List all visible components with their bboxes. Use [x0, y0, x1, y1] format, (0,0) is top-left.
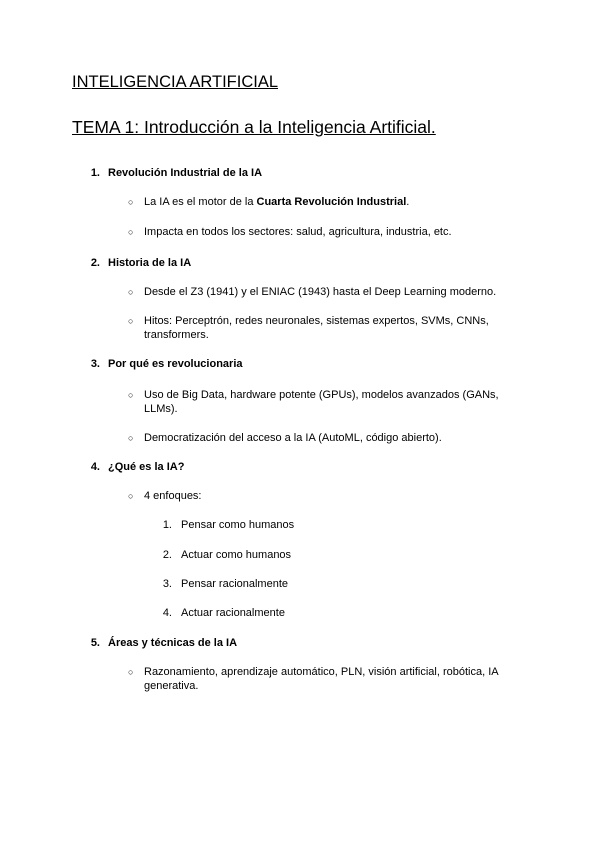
bullet-text: Desde el Z3 (1941) y el ENIAC (1943) hasta el Deep Learning moderno. — [144, 286, 497, 298]
subitem-number: 4. — [162, 607, 172, 619]
bullet-text: Democratización del acceso a la IA (AutoML, código abierto). — [144, 432, 442, 444]
bullet-marker: ○ — [128, 227, 134, 237]
bullet-text: La IA es el motor de la Cuarta Revolución Industrial. — [144, 196, 410, 208]
section-number: 1. — [90, 167, 100, 179]
section-number: 4. — [90, 461, 100, 473]
subitem-number: 3. — [162, 578, 172, 590]
bullet-marker: ○ — [128, 667, 134, 677]
section-number: 2. — [90, 257, 100, 269]
bullet-text: Impacta en todos los sectores: salud, agricultura, industria, etc. — [144, 226, 452, 238]
section-number: 3. — [90, 358, 100, 370]
bullet-text-line-2: generativa. — [144, 680, 199, 692]
section-heading: Historia de la IA — [108, 257, 192, 269]
topic-title: TEMA 1: Introducción a la Inteligencia Artificial. — [72, 117, 436, 137]
bullet-text: 4 enfoques: — [144, 490, 202, 502]
bullet-text-line-1: Hitos: Perceptrón, redes neuronales, sistemas expertos, SVMs, CNNs, — [144, 315, 489, 327]
section-heading: ¿Qué es la IA? — [108, 461, 185, 473]
bullet-marker: ○ — [128, 390, 134, 400]
subitem-number: 1. — [162, 519, 172, 531]
section-number: 5. — [90, 637, 100, 649]
subitem-number: 2. — [162, 549, 172, 561]
bullet-marker: ○ — [128, 433, 134, 443]
bullet-text-line-1: Uso de Big Data, hardware potente (GPUs), modelos avanzados (GANs, — [144, 389, 499, 401]
subitem-text: Actuar como humanos — [181, 549, 292, 561]
bullet-text-line-2: transformers. — [144, 329, 209, 341]
section-heading: Por qué es revolucionaria — [108, 358, 243, 370]
bullet-marker: ○ — [128, 197, 134, 207]
bullet-text-line-1: Razonamiento, aprendizaje automático, PLN, visión artificial, robótica, IA — [144, 666, 499, 678]
bullet-marker: ○ — [128, 316, 134, 326]
subitem-text: Pensar racionalmente — [181, 578, 289, 590]
section-heading: Revolución Industrial de la IA — [108, 167, 263, 179]
section-heading: Áreas y técnicas de la IA — [108, 637, 238, 649]
subitem-text: Actuar racionalmente — [181, 607, 285, 619]
bullet-text-line-2: LLMs). — [144, 403, 178, 415]
document-title: INTELIGENCIA ARTIFICIAL — [72, 73, 279, 91]
bullet-marker: ○ — [128, 491, 134, 501]
subitem-text: Pensar como humanos — [181, 519, 295, 531]
bullet-marker: ○ — [128, 287, 134, 297]
